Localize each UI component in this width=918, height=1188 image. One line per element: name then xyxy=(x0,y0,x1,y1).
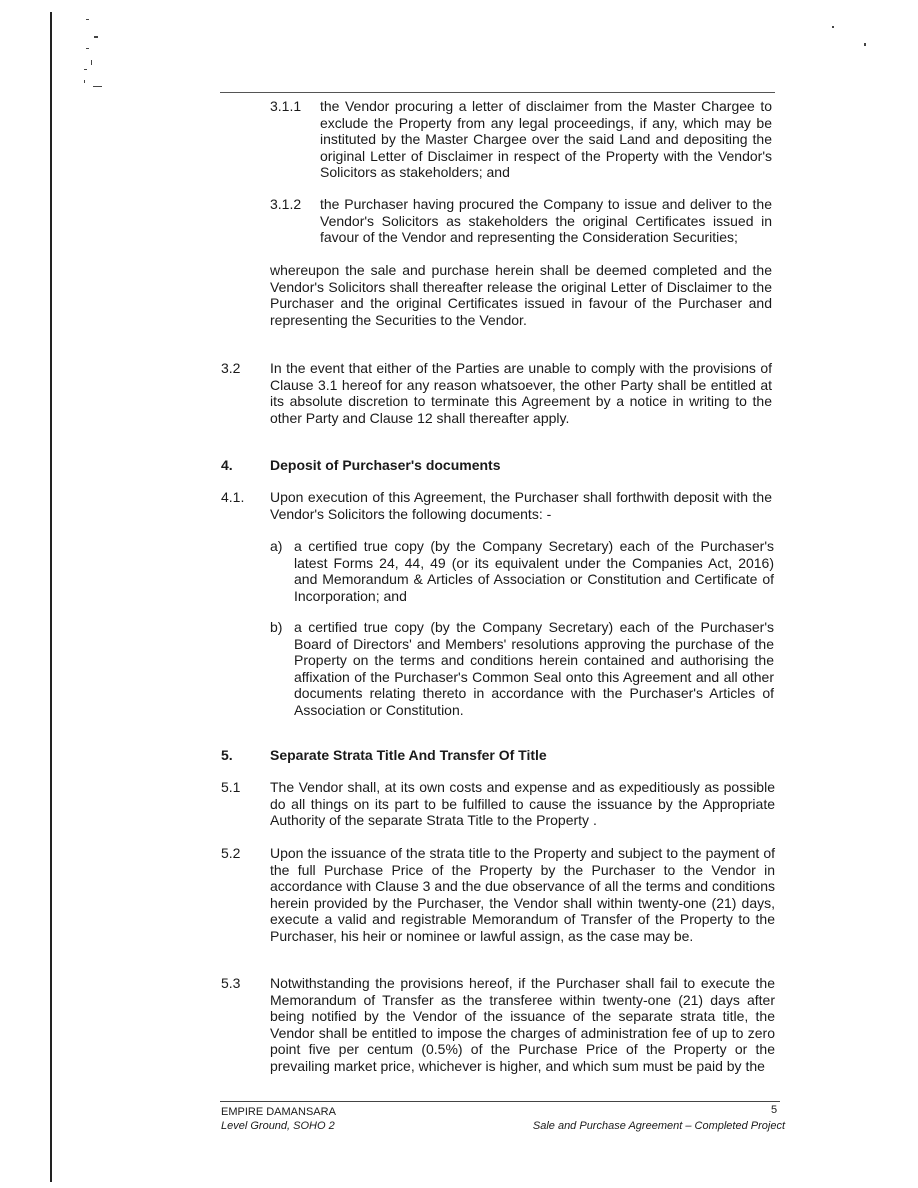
clause-3-2-number: 3.2 xyxy=(221,360,241,376)
clause-4-1-b-label: b) xyxy=(270,619,283,635)
clause-5-1-number: 5.1 xyxy=(221,779,241,795)
clause-3-1-2-text: the Purchaser having procured the Company to issue and deliver to the Vendor's Solicitors as stakeholders the original Certificates issued in favour of the Vendor and representing the Consideration Securities; xyxy=(320,196,772,245)
scan-speck xyxy=(86,48,89,49)
scan-speck xyxy=(86,19,89,20)
clause-3-1-1-text: the Vendor procuring a letter of disclaimer from the Master Chargee to exclude the Property from any legal proceedings, if any, which may be instituted by the Master Chargee over the said Land and depositing the original Letter of Disclaimer in respect of the Property with the Vendor's Solicitors as stakeholders; and xyxy=(320,98,772,180)
scan-speck xyxy=(93,86,102,87)
clause-4-1-b-text: a certified true copy (by the Company Secretary) each of the Purchaser's Board of Directors' and Members' resolutions approving the purchase of the Property on the terms and conditions herein contained and authorising the affixation of the Purchaser's Common Seal onto this Agreement and all other documents relating thereto in accordance with the Purchaser's Articles of Association or Constitution. xyxy=(294,619,774,718)
scan-speck xyxy=(864,43,866,46)
footer-project-name: EMPIRE DAMANSARA xyxy=(221,1106,336,1118)
clause-5-2-number: 5.2 xyxy=(221,845,241,861)
clause-4-1-text: Upon execution of this Agreement, the Purchaser shall forthwith deposit with the Vendor's Solicitors the following documents: - xyxy=(270,489,772,522)
clause-4-1-a-label: a) xyxy=(270,538,283,554)
clause-5-2-text: Upon the issuance of the strata title to the Property and subject to the payment of the full Purchase Price of the Property by the Purchaser to the Vendor in accordance with Clause 3 and the due observance of all the terms and conditions herein provided by the Purchaser, the Vendor shall within twenty-one (21) days, execute a valid and registrable Memorandum of Transfer of the Property to the Purchaser, his heir or nominee or lawful assign, as the case may be. xyxy=(270,845,775,944)
scan-speck xyxy=(94,36,98,38)
footer-unit: Level Ground, SOHO 2 xyxy=(221,1120,335,1132)
clause-4-1-a-text: a certified true copy (by the Company Secretary) each of the Purchaser's latest Forms 24, 44, 49 (or its equivalent under the Companies Act, 2016) and Memorandum & Articles of Association or Constitution and Certificate of Incorporation; and xyxy=(294,538,774,604)
section-5-heading: Separate Strata Title And Transfer Of Title xyxy=(270,747,547,763)
clause-3-2-text: In the event that either of the Parties are unable to comply with the provisions of Clause 3.1 hereof for any reason whatsoever, the other Party shall be entitled at its absolute discretion to terminate this Agreement by a notice in writing to the other Party and Clause 12 shall thereafter apply. xyxy=(270,360,772,426)
clause-5-3-number: 5.3 xyxy=(221,975,241,991)
scan-speck xyxy=(84,69,87,70)
clause-5-3-text: Notwithstanding the provisions hereof, if the Purchaser shall fail to execute the Memorandum of Transfer as the transferee within twenty-one (21) days after being notified by the Vendor of the issuance of the separate strata title, the Vendor shall be entitled to impose the charges of administration fee of up to zero point five per centum (0.5%) of the Purchase Price of the Property or the prevailing market price, whichever is higher, and which sum must be paid by the xyxy=(270,975,775,1074)
header-rule xyxy=(220,92,775,93)
scan-speck xyxy=(91,60,92,65)
footer-page-number: 5 xyxy=(771,1104,778,1116)
clause-3-1-1-number: 3.1.1 xyxy=(270,98,302,114)
section-4-heading: Deposit of Purchaser's documents xyxy=(270,457,501,473)
section-4-number: 4. xyxy=(221,457,233,473)
scan-speck xyxy=(84,80,85,83)
whereupon-paragraph: whereupon the sale and purchase herein shall be deemed completed and the Vendor's Solicitors shall thereafter release the original Letter of Disclaimer to the Purchaser and the original Certificates issued in favour of the Purchaser and representing the Securities to the Vendor. xyxy=(270,262,772,328)
clause-4-1-number: 4.1. xyxy=(221,489,245,505)
clause-5-1-text: The Vendor shall, at its own costs and expense and as expeditiously as possible do all things on its part to be fulfilled to cause the issuance by the Appropriate Authority of the separate Strata Title to the Property . xyxy=(270,779,775,828)
section-5-number: 5. xyxy=(221,747,233,763)
footer-rule xyxy=(220,1101,780,1102)
footer-document-title: Sale and Purchase Agreement – Completed Project xyxy=(532,1120,785,1132)
clause-3-1-2-number: 3.1.2 xyxy=(270,196,302,212)
binder-edge-line xyxy=(50,12,52,1182)
scan-speck xyxy=(832,26,834,28)
